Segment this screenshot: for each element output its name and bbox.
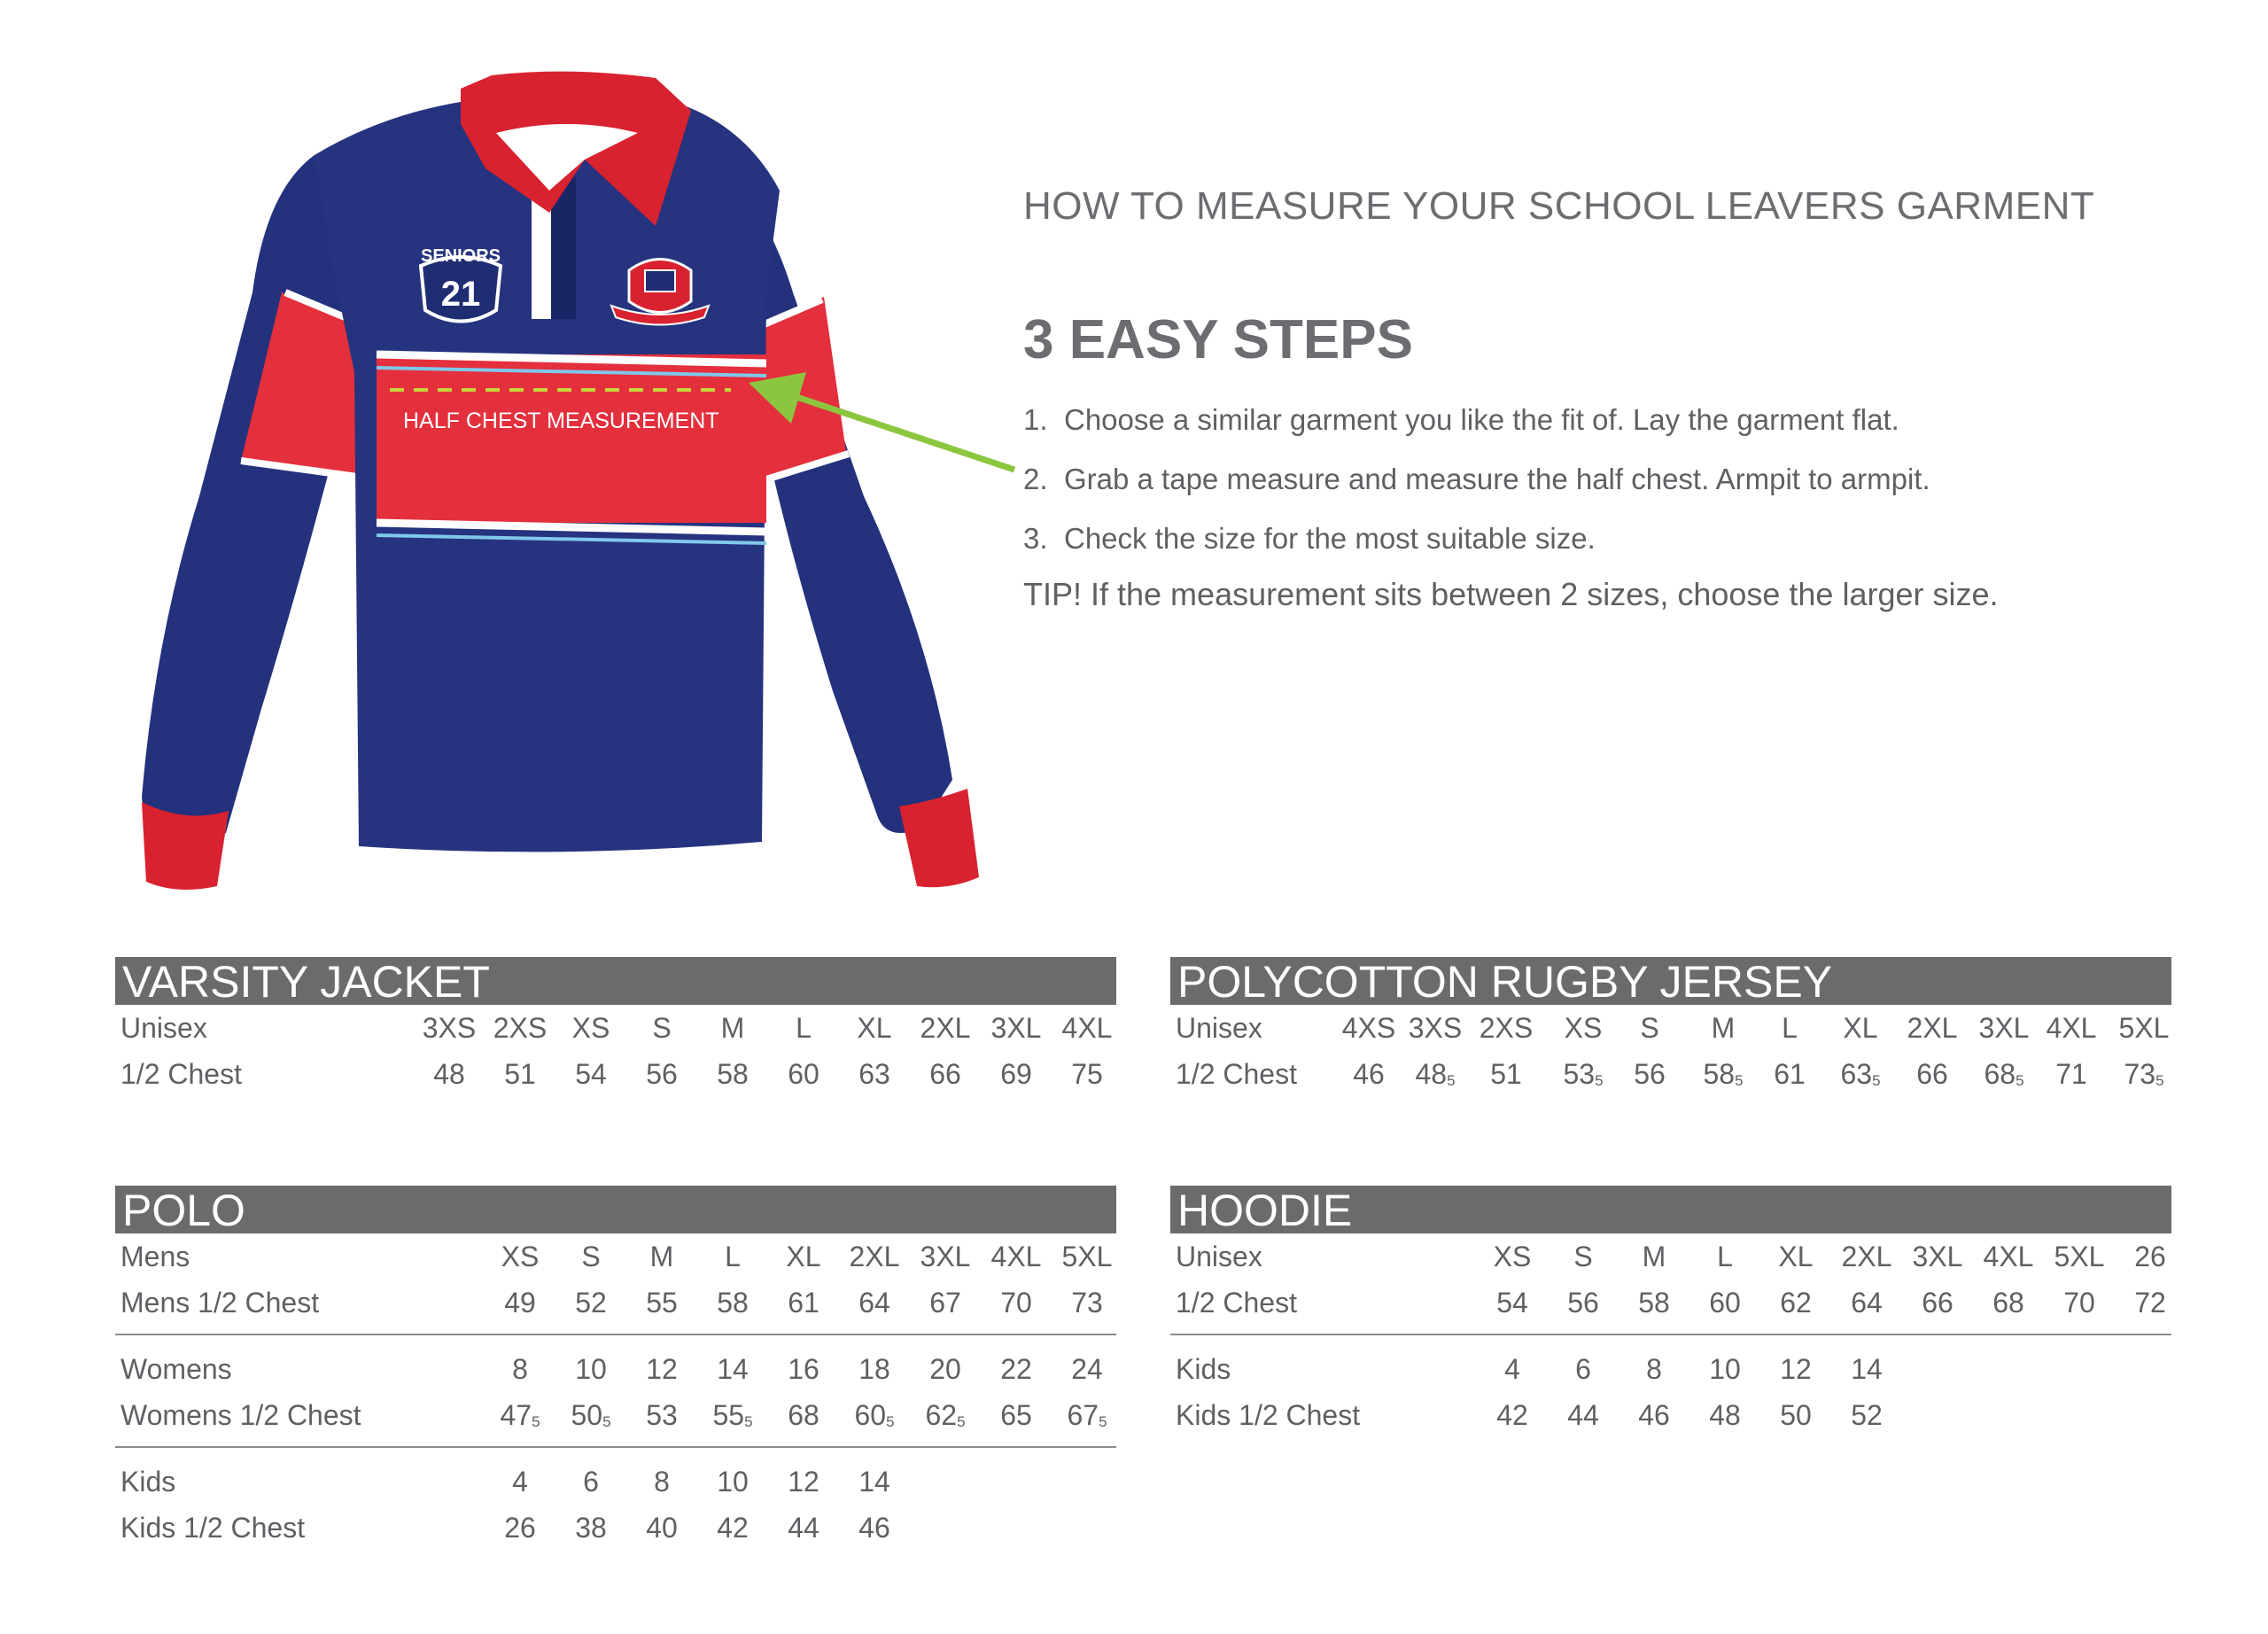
- table-cell: 16: [788, 1353, 819, 1385]
- table-cell: 10: [1709, 1353, 1741, 1385]
- table-cell: 4XL: [2046, 1012, 2097, 1044]
- table-cell: 49: [504, 1287, 536, 1319]
- table-cell: 4XL: [1983, 1241, 2034, 1272]
- table-cell: 56: [1567, 1287, 1599, 1319]
- table-cell: 3XL: [990, 1012, 1042, 1044]
- table-cell: 56: [646, 1058, 678, 1090]
- table-cell: $67_5$: [1067, 1399, 1107, 1431]
- table-row: [115, 1233, 1116, 1280]
- row-label: Womens: [120, 1353, 232, 1385]
- table-cell: 69: [1000, 1058, 1032, 1090]
- table-cell: $55_5$: [712, 1399, 753, 1431]
- table-cell: 66: [1916, 1058, 1948, 1090]
- table-row: [1170, 1051, 2171, 1097]
- table-cell: 2XS: [493, 1012, 548, 1044]
- table-cell: 4XS: [1341, 1012, 1396, 1044]
- table-cell: M: [1642, 1241, 1666, 1272]
- table-cell: XL: [857, 1012, 892, 1044]
- row-label: Mens 1/2 Chest: [120, 1287, 320, 1319]
- table-cell: 48: [1709, 1399, 1741, 1431]
- table-cell: 10: [717, 1466, 749, 1498]
- table-cell: 8: [654, 1466, 670, 1498]
- table-title: VARSITY JACKET: [115, 957, 1116, 1005]
- table-cell: L: [796, 1012, 812, 1044]
- group-divider: [115, 1446, 1116, 1448]
- table-cell: 42: [1496, 1399, 1528, 1431]
- table-cell: 48: [433, 1058, 465, 1090]
- table-cell: $47_5$: [500, 1399, 540, 1431]
- table-cell: 64: [1851, 1287, 1883, 1319]
- chest-band: [377, 354, 766, 523]
- table-cell: 26: [504, 1512, 536, 1544]
- table-cell: 46: [858, 1512, 890, 1544]
- table-cell: 2XS: [1479, 1012, 1534, 1044]
- table-cell: 2XL: [920, 1012, 971, 1044]
- row-label: 1/2 Chest: [1176, 1287, 1297, 1319]
- table-row: [115, 1346, 1116, 1392]
- group-divider: [115, 1334, 1116, 1335]
- table-cell: 3XL: [1912, 1241, 1963, 1272]
- table-cell: M: [1711, 1012, 1736, 1044]
- table-cell: 5XL: [2054, 1241, 2105, 1272]
- table-row: [115, 1280, 1116, 1326]
- step-item: 2. Grab a tape measure and measure the half chest. Armpit to armpit.: [1023, 463, 1930, 495]
- table-row: [115, 1051, 1116, 1097]
- table-cell: 71: [2055, 1058, 2087, 1090]
- polo-size-table: [115, 1186, 1116, 1551]
- table-cell: 14: [858, 1466, 890, 1498]
- table-cell: 3XL: [920, 1241, 971, 1272]
- steps-list: [1023, 401, 1930, 579]
- table-cell: 8: [1646, 1353, 1662, 1385]
- table-cell: 6: [583, 1466, 599, 1498]
- table-cell: 46: [1353, 1058, 1385, 1090]
- row-label: 1/2 Chest: [120, 1058, 242, 1090]
- table-cell: $68_5$: [1984, 1058, 2024, 1090]
- table-cell: 70: [1000, 1287, 1032, 1319]
- table-cell: 12: [1780, 1353, 1812, 1385]
- table-cell: $50_5$: [571, 1399, 611, 1431]
- step-item: 3. Check the size for the most suitable size.: [1023, 522, 1596, 555]
- table-cell: M: [649, 1241, 674, 1272]
- table-cell: 4XL: [990, 1241, 1042, 1272]
- table-cell: 24: [1071, 1353, 1103, 1385]
- table-cell: 4: [512, 1466, 528, 1498]
- table-cell: 72: [2134, 1287, 2166, 1319]
- tip-text: TIP! If the measurement sits between 2 sizes, choose the larger size.: [1023, 576, 1999, 612]
- table-cell: 40: [646, 1512, 678, 1544]
- row-label: Womens 1/2 Chest: [120, 1399, 361, 1431]
- table-row: [1170, 1346, 2171, 1392]
- table-cell: M: [720, 1012, 745, 1044]
- rugby-jersey-size-table: [1170, 957, 2171, 1097]
- table-cell: XS: [501, 1241, 540, 1272]
- table-cell: 10: [575, 1353, 607, 1385]
- table-cell: 66: [1922, 1287, 1953, 1319]
- table-cell: S: [1573, 1241, 1593, 1272]
- table-cell: $60_5$: [854, 1399, 895, 1431]
- table-cell: 58: [717, 1058, 749, 1090]
- table-cell: 12: [788, 1466, 819, 1498]
- table-cell: 60: [788, 1058, 819, 1090]
- table-cell: 4: [1504, 1353, 1520, 1385]
- table-cell: 55: [646, 1287, 678, 1319]
- table-cell: 44: [1567, 1399, 1599, 1431]
- table-cell: XS: [1493, 1241, 1532, 1272]
- table-cell: 58: [1638, 1287, 1670, 1319]
- table-cell: 14: [717, 1353, 749, 1385]
- table-title: POLO: [115, 1186, 1116, 1233]
- table-cell: 44: [788, 1512, 819, 1544]
- group-divider: [1170, 1334, 2171, 1335]
- table-cell: 52: [575, 1287, 607, 1319]
- table-cell: 73: [1071, 1287, 1103, 1319]
- table-cell: 50: [1780, 1399, 1812, 1431]
- table-cell: 64: [858, 1287, 890, 1319]
- table-cell: 61: [1774, 1058, 1806, 1090]
- table-row: [1170, 1280, 2171, 1326]
- row-label: Kids 1/2 Chest: [120, 1512, 306, 1544]
- table-cell: 66: [929, 1058, 961, 1090]
- table-row: [1170, 1233, 2171, 1280]
- varsity-jacket-size-table: [115, 957, 1116, 1097]
- table-cell: 46: [1638, 1399, 1670, 1431]
- table-cell: 58: [717, 1287, 749, 1319]
- table-cell: 4XL: [1061, 1012, 1113, 1044]
- row-label: Unisex: [120, 1012, 207, 1044]
- table-cell: XL: [1778, 1241, 1814, 1272]
- table-cell: $58_5$: [1703, 1058, 1744, 1090]
- table-cell: 61: [788, 1287, 819, 1319]
- table-cell: 68: [1992, 1287, 2024, 1319]
- table-cell: 42: [717, 1512, 749, 1544]
- table-cell: 18: [858, 1353, 890, 1385]
- table-cell: 52: [1851, 1399, 1883, 1431]
- easy-steps-heading: 3 EASY STEPS: [1023, 309, 1413, 370]
- table-cell: 38: [575, 1512, 607, 1544]
- table-cell: 70: [2063, 1287, 2095, 1319]
- table-cell: 60: [1709, 1287, 1741, 1319]
- hoodie-size-table: [1170, 1186, 2171, 1438]
- table-row: [115, 1392, 1116, 1438]
- table-cell: 5XL: [1061, 1241, 1113, 1272]
- table-row: [1170, 1392, 2171, 1438]
- table-cell: 63: [858, 1058, 890, 1090]
- table-row: [115, 1005, 1116, 1051]
- table-title: POLYCOTTON RUGBY JERSEY: [1170, 957, 2171, 1005]
- table-cell: 2XL: [849, 1241, 900, 1272]
- rugby-jersey-illustration: [0, 0, 1019, 922]
- table-cell: $63_5$: [1840, 1058, 1881, 1090]
- row-label: Unisex: [1176, 1012, 1262, 1044]
- table-cell: 8: [512, 1353, 528, 1385]
- table-cell: 67: [929, 1287, 961, 1319]
- table-cell: 12: [646, 1353, 678, 1385]
- table-cell: 53: [646, 1399, 678, 1431]
- table-cell: 54: [1496, 1287, 1528, 1319]
- table-title: HOODIE: [1170, 1186, 2171, 1233]
- how-to-measure-title: HOW TO MEASURE YOUR SCHOOL LEAVERS GARMENT: [1023, 184, 2095, 228]
- table-cell: $62_5$: [925, 1399, 966, 1431]
- table-cell: $53_5$: [1563, 1058, 1604, 1090]
- table-cell: 6: [1575, 1353, 1591, 1385]
- table-cell: XL: [1843, 1012, 1878, 1044]
- table-cell: XL: [786, 1241, 821, 1272]
- table-cell: L: [725, 1241, 741, 1272]
- row-label: Mens: [120, 1241, 190, 1272]
- table-row: [115, 1505, 1116, 1551]
- table-cell: 14: [1851, 1353, 1883, 1385]
- row-label: Unisex: [1176, 1241, 1262, 1272]
- table-row: [1170, 1005, 2171, 1051]
- table-cell: XS: [1564, 1012, 1603, 1044]
- table-cell: 56: [1634, 1058, 1666, 1090]
- table-cell: 22: [1000, 1353, 1032, 1385]
- table-cell: 20: [929, 1353, 961, 1385]
- table-cell: XS: [571, 1012, 610, 1044]
- table-cell: 3XL: [1978, 1012, 2030, 1044]
- table-cell: S: [581, 1241, 601, 1272]
- row-label: Kids: [1176, 1353, 1231, 1385]
- step-item: 1. Choose a similar garment you like the fit of. Lay the garment flat.: [1023, 403, 1899, 436]
- table-cell: $48_5$: [1415, 1058, 1456, 1090]
- table-cell: 3XS: [1408, 1012, 1463, 1044]
- table-cell: 68: [788, 1399, 819, 1431]
- table-cell: S: [1640, 1012, 1659, 1044]
- row-label: Kids 1/2 Chest: [1176, 1399, 1361, 1431]
- table-cell: 51: [1490, 1058, 1522, 1090]
- row-label: Kids: [120, 1466, 176, 1498]
- table-cell: 2XL: [1907, 1012, 1958, 1044]
- table-cell: 62: [1780, 1287, 1812, 1319]
- table-cell: 51: [504, 1058, 536, 1090]
- table-cell: L: [1717, 1241, 1733, 1272]
- seniors-badge: [421, 246, 501, 322]
- table-cell: L: [1782, 1012, 1798, 1044]
- table-cell: 2XL: [1841, 1241, 1892, 1272]
- svg-text:21: 21: [440, 275, 481, 314]
- table-cell: 3XS: [422, 1012, 477, 1044]
- table-cell: S: [652, 1012, 672, 1044]
- table-cell: 26: [2134, 1241, 2166, 1272]
- half-chest-label: HALF CHEST MEASUREMENT: [403, 408, 719, 433]
- table-cell: 65: [1000, 1399, 1032, 1431]
- svg-text:SENIORS: SENIORS: [420, 246, 501, 266]
- table-cell: 5XL: [2118, 1012, 2170, 1044]
- table-cell: $73_5$: [2124, 1058, 2164, 1090]
- table-cell: 54: [575, 1058, 607, 1090]
- row-label: 1/2 Chest: [1176, 1058, 1297, 1090]
- table-row: [115, 1459, 1116, 1505]
- table-cell: 75: [1071, 1058, 1103, 1090]
